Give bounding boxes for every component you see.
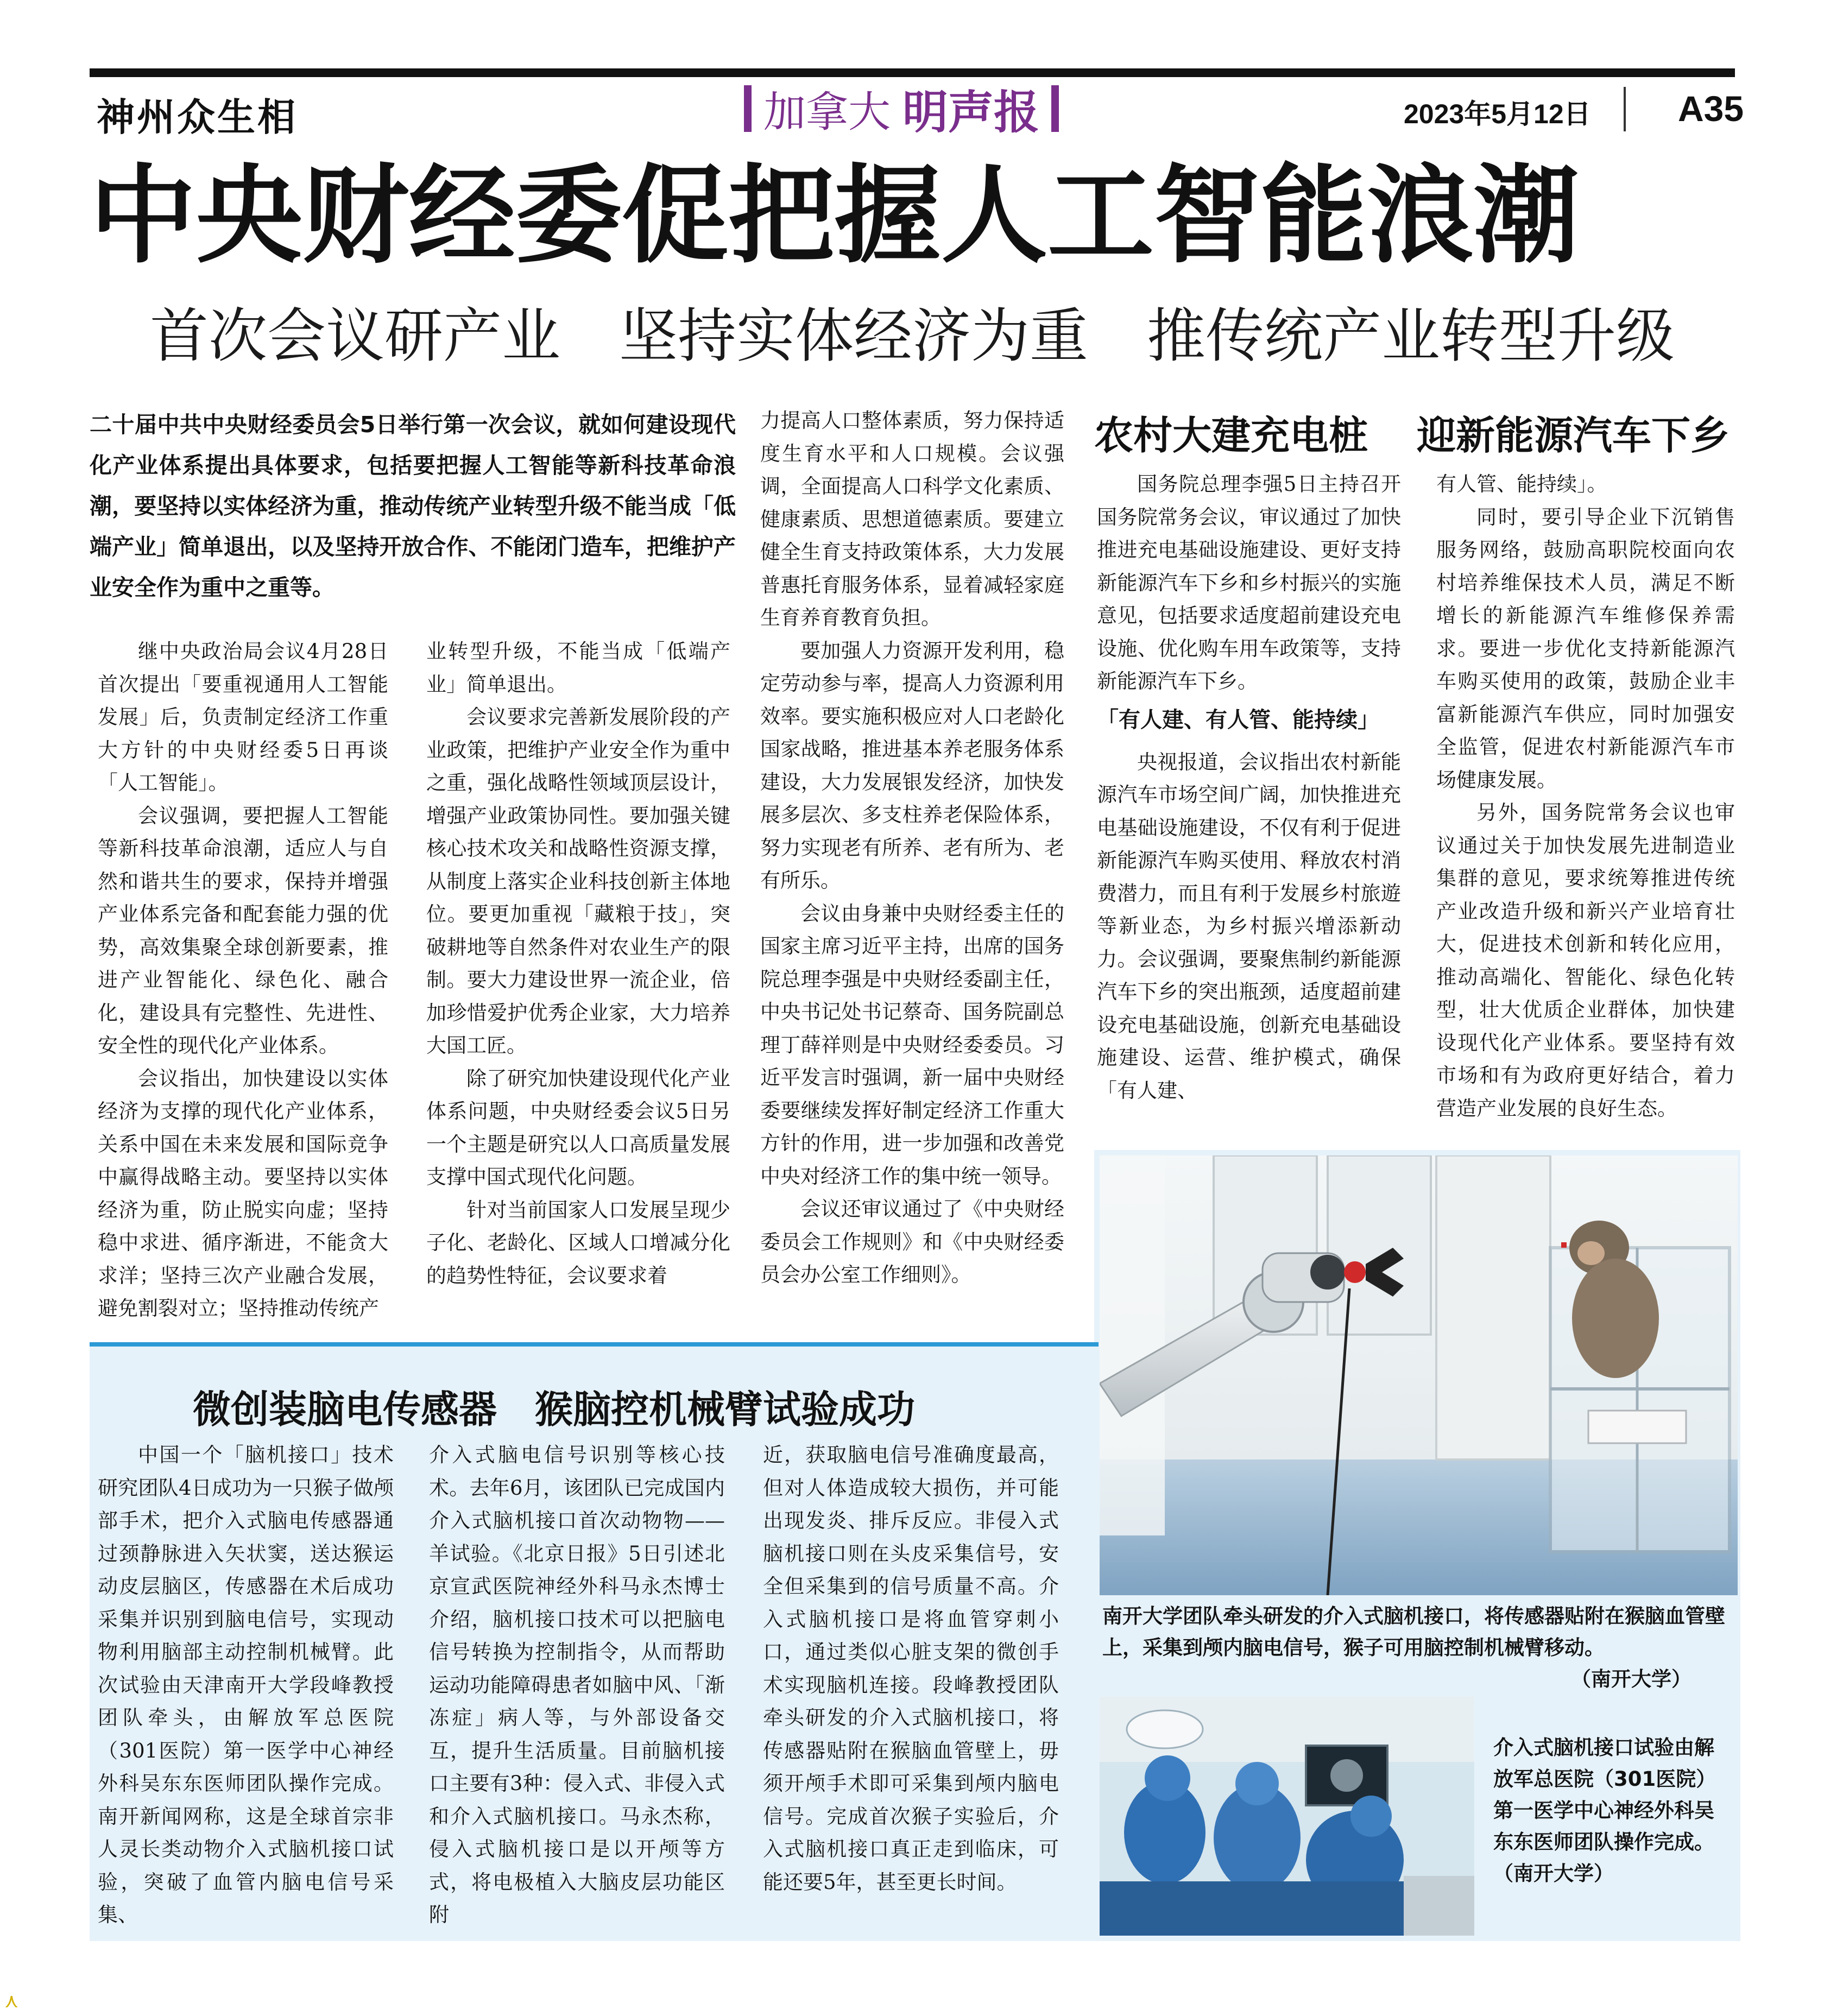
- section-name: 神州众生相: [97, 94, 298, 140]
- header-divider: [1624, 87, 1626, 131]
- side-story-column-2: [1436, 468, 1735, 1125]
- bottom-story-column-1: [98, 1439, 394, 1932]
- paragraph-continued: 业转型升级，不能当成「低端产业」简单退出。: [426, 640, 730, 696]
- side-title-part-1: 农村大建充电桩: [1094, 412, 1368, 458]
- photo-caption-2: 介入式脑机接口试验由解放军总医院（301医院）第一医学中心神经外科吴东东医师团队操作完成。（南开大学）: [1493, 1736, 1716, 1885]
- side-story-title: [1094, 408, 1735, 463]
- paragraph: 要加强人力资源开发利用，稳定劳动参与率，提高人力资源利用效率。要实施积极应对人口老龄化国家战略，推进基本养老服务体系建设，大力发展银发经济，加快发展多层次、多支柱养老保险体系，努力实现老有所养、老有所为、老有所乐。: [760, 639, 1064, 892]
- corner-mark: ⋏: [4, 1990, 19, 2012]
- paragraph: 国务院总理李强5日主持召开国务院常务会议，审议通过了加快推进充电基础设施建设、更好支持新能源汽车下乡和乡村振兴的实施意见，包括要求适度超前建设充电设施、优化购车用车政策等，支持新能源汽车下乡。: [1097, 472, 1401, 693]
- side-title-part-2: 迎新能源汽车下乡: [1417, 412, 1730, 458]
- bottom-panel-rule: [90, 1342, 1099, 1347]
- paragraph: 继中央政治局会议4月28日首次提出「要重视通用人工智能发展」后，负责制定经济工作重大方针的中央财经委5日再谈「人工智能」。: [98, 640, 388, 794]
- paragraph: 会议强调，要把握人工智能等新科技革命浪潮，适应人与自然和谐共生的要求，保持并增强产业体系完备和配套能力强的优势，高效集聚全球创新要素，推进产业智能化、绿色化、融合化，建设具有完整性、先进性、安全性的现代化产业体系。: [98, 804, 388, 1057]
- headline: 中央财经委促把握人工智能浪潮: [90, 153, 1580, 278]
- photo-caption-1: [1102, 1601, 1735, 1695]
- paragraph-continued: 介入式脑电信号识别等核心技术。去年6月，该团队已完成国内介入式脑机接口首次动物物——羊试验。《北京日报》5日引述北京宣武医院神经外科马永杰博士介绍，脑机接口技术可以把脑电信号转换为控制指令，从而帮助运动功能障碍患者如脑中风、「渐冻症」病人等，与外部设备交互，提升生活质量。目前脑机接口主要有3种：侵入式、非侵入式和介入式脑机接口。马永杰称，侵入式脑机接口是以开颅等方式，将电极植入大脑皮层功能区附: [429, 1443, 725, 1926]
- lead-text: 二十届中共中央财经委员会5日举行第一次会议，就如何建设现代化产业体系提出具体要求，包括要把握人工智能等新科技革命浪潮，要坚持以实体经济为重，推动传统产业转型升级不能当成「低端产业」简单退出，以及坚持开放合作、不能闭门造车，把维护产业安全作为重中之重等。: [90, 412, 736, 601]
- paragraph: 会议指出，加快建设以实体经济为支撑的现代化产业体系，关系中国在未来发展和国际竞争中赢得战略主动。要坚持以实体经济为重，防止脱实向虚；坚持稳中求进、循序渐进，不能贪大求洋；坚持三次产业融合发展，避免割裂对立；坚持推动传统产: [98, 1066, 388, 1320]
- paragraph: 央视报道，会议指出农村新能源汽车市场空间广阔，加快推进充电基础设施建设，不仅有利于促进新能源汽车购买使用、释放农村消费潜力，而且有利于发展乡村旅遊等新业态，为乡村振兴增添新动力。会议强调，要聚焦制约新能源汽车下乡的突出瓶颈，适度超前建设充电基础设施，创新充电基础设施建设、运营、维护模式，确保「有人建、: [1097, 750, 1401, 1102]
- paragraph-continued: 近，获取脑电信号准确度最高，但对人体造成较大损伤，并可能出现发炎、排斥反应。非侵入式脑机接口则在头皮采集信号，安全但采集到的信号质量不高。介入式脑机接口是将血管穿刺小口，通过类似心脏支架的微创手术实现脑机连接。段峰教授团队牵头研发的介入式脑机接口，将传感器贴附在猴脑血管壁上，毋须开颅手术即可采集到颅内脑电信号。完成首次猴子实验后，介入式脑机接口真正走到临床，可能还要5年，甚至更长时间。: [763, 1443, 1059, 1894]
- caption-1-text: 南开大学团队牵头研发的介入式脑机接口，将传感器贴附在猴脑血管壁上，采集到颅内脑电信号，猴子可用脑控制机械臂移动。: [1102, 1604, 1725, 1659]
- paragraph-continued: 力提高人口整体素质，努力保持适度生育水平和人口规模。会议强调，全面提高人口科学文化素质、健康素质、思想道德素质。要建立健全生育支持政策体系，大力发展普惠托育服务体系，显着减轻家庭生育养育教育负担。: [760, 409, 1064, 629]
- masthead-bar-left: [744, 85, 752, 132]
- bottom-story-column-3: [763, 1439, 1059, 1899]
- page-number: A35: [1678, 89, 1744, 129]
- paragraph: 另外，国务院常务会议也审议通过关于加快发展先进制造业集群的意见，要求统筹推进传统产业改造升级和新兴产业培育壮大，促进技术创新和转化应用，推动高端化、智能化、绿色化转型，壮大优质企业群体，加快建设现代化产业体系。要坚持有效市场和有为政府更好结合，着力营造产业发展的良好生态。: [1436, 801, 1735, 1120]
- side-story-column-1: [1097, 468, 1401, 1107]
- paragraph: 除了研究加快建设现代化产业体系问题，中央财经委会议5日另一个主题是研究以人口高质量发展支撑中国式现代化问题。: [426, 1066, 730, 1189]
- lead-paragraph: [90, 405, 736, 608]
- robot-arm-monkey-photo: [1100, 1155, 1738, 1595]
- bottom-story-column-2: [429, 1439, 725, 1932]
- masthead-bar-right: [1051, 85, 1059, 132]
- main-story-column-2: [426, 635, 730, 1292]
- paragraph: 针对当前国家人口发展呈现少子化、老龄化、区域人口增减分化的趋势性特征，会议要求着: [426, 1198, 730, 1287]
- paragraph: 会议还审议通过了《中央财经委员会工作规则》和《中央财经委员会办公室工作细则》。: [760, 1197, 1064, 1286]
- masthead: [744, 81, 1059, 139]
- main-story-column-3: [760, 405, 1064, 1292]
- main-story-column-1: [98, 635, 388, 1325]
- subheadline: 首次会议研产业 坚持实体经济为重 推传统产业转型升级: [149, 302, 1675, 370]
- caption-1-credit: （南开大学）: [1571, 1667, 1692, 1691]
- surgery-team-photo: [1100, 1697, 1474, 1936]
- paragraph-continued: 有人管、能持续」。: [1436, 472, 1607, 496]
- masthead-city: 加拿大: [763, 88, 891, 137]
- paragraph: 同时，要引导企业下沉销售服务网络，鼓励高职院校面向农村培养维保技术人员，满足不断增长的新能源汽车维修保养需求。要进一步优化支持新能源汽车购买使用的政策，鼓励企业丰富新能源汽车供应，同时加强安全监管，促进农村新能源汽车市场健康发展。: [1436, 505, 1735, 792]
- bottom-story-title: 微创装脑电传感器 猴脑控机械臂试验成功: [193, 1387, 915, 1432]
- paragraph: 会议要求完善新发展阶段的产业政策，把维护产业安全作为重中之重，强化战略性领域顶层设计，增强产业政策协同性。要加强关键核心技术攻关和战略性资源支撑，从制度上落实企业科技创新主体地位。要更加重视「藏粮于技」，突破耕地等自然条件对农业生产的限制。要大力建设世界一流企业，倍加珍惜爱护优秀企业家，大力培养大国工匠。: [426, 705, 730, 1057]
- issue-date: 2023年5月12日: [1404, 99, 1591, 129]
- side-story-subhead: 「有人建、有人管、能持续」: [1097, 707, 1379, 732]
- masthead-paper-name: 明声报: [902, 85, 1040, 139]
- paragraph: 中国一个「脑机接口」技术研究团队4日成功为一只猴子做颅部手术，把介入式脑电传感器通过颈静脉进入矢状窦，送达猴运动皮层脑区，传感器在术后成功采集并识别到脑电信号，实现动物利用脑部主动控制机械臂。此次试验由天津南开大学段峰教授团队牵头，由解放军总医院（301医院）第一医学中心神经外科吴东东医师团队操作完成。南开新闻网称，这是全球首宗非人灵长类动物介入式脑机接口试验，突破了血管内脑电信号采集、: [98, 1443, 394, 1926]
- paragraph: 会议由身兼中央财经委主任的国家主席习近平主持，出席的国务院总理李强是中央财经委副主任，中央书记处书记蔡奇、国务院副总理丁薛祥则是中央财经委委员。习近平发言时强调，新一届中央财经委要继续发挥好制定经济工作重大方针的作用，进一步加强和改善党中央对经济工作的集中统一领导。: [760, 901, 1064, 1188]
